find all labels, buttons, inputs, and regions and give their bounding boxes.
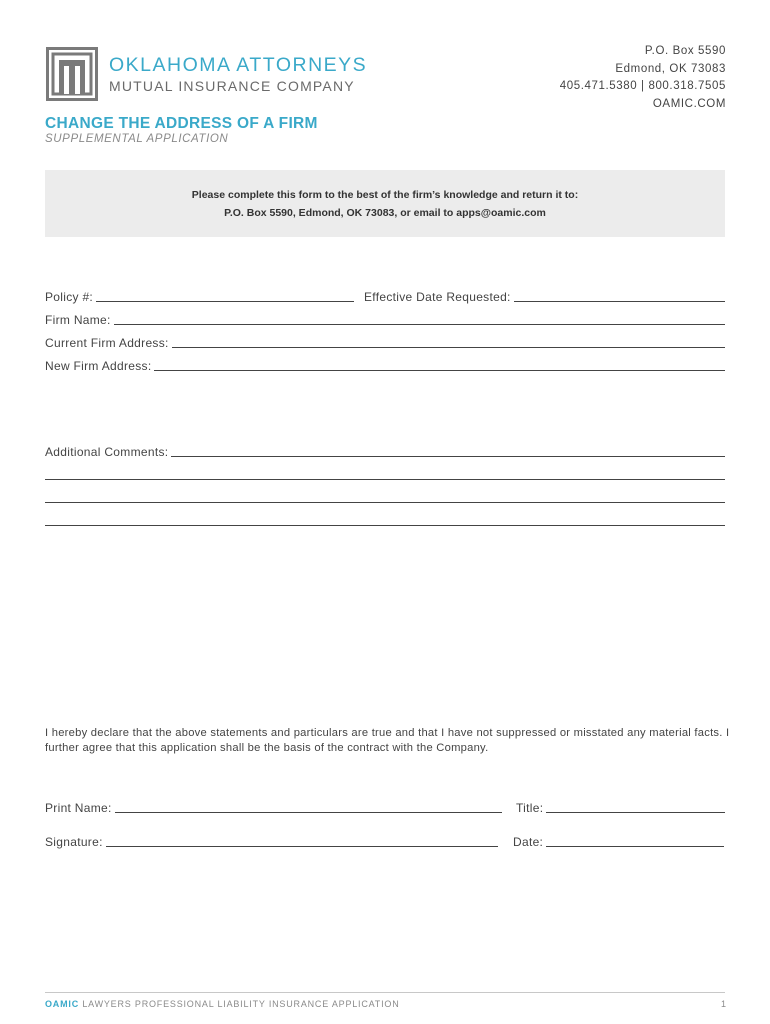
declaration-text: I hereby declare that the above statements and particulars are true and that I have not suppressed or misstated any material facts. I further agree that this application shall be the basis of the contract with the Company.	[45, 727, 730, 754]
print-name-label: Print Name:	[45, 801, 112, 815]
comments-line-3[interactable]	[45, 502, 725, 503]
firm-name-field[interactable]	[45, 311, 725, 327]
comments-line-1[interactable]	[171, 455, 725, 457]
footer-accent: OAMIC	[45, 999, 79, 1009]
signature-label: Signature:	[45, 835, 103, 849]
page-number: 1	[720, 999, 726, 1009]
title-label: Title:	[516, 801, 544, 815]
new-address-field[interactable]	[45, 357, 725, 373]
policy-number-line[interactable]	[96, 300, 354, 302]
contact-block	[560, 43, 726, 113]
footer-divider	[45, 992, 725, 993]
contact-phone: 405.471.5380 | 800.318.7505	[559, 80, 726, 92]
date-label: Date:	[513, 835, 544, 849]
policy-number-label: Policy #:	[45, 290, 94, 304]
print-name-field[interactable]	[45, 799, 502, 815]
form-subtitle: SUPPLEMENTAL APPLICATION	[45, 133, 229, 145]
effective-date-label: Effective Date Requested:	[364, 290, 511, 304]
signature-line[interactable]	[106, 845, 498, 847]
comments-line-4[interactable]	[45, 525, 725, 526]
form-title: CHANGE THE ADDRESS OF A FIRM	[45, 115, 318, 132]
oamic-logo-icon	[46, 47, 98, 101]
firm-name-label: Firm Name:	[45, 313, 111, 327]
comments-label: Additional Comments:	[45, 445, 169, 459]
current-address-field[interactable]	[45, 334, 725, 350]
comments-line-2[interactable]	[45, 479, 725, 480]
current-address-label: Current Firm Address:	[45, 336, 169, 350]
effective-date-field[interactable]	[364, 288, 725, 304]
contact-website: OAMIC.COM	[652, 97, 726, 110]
print-name-line[interactable]	[115, 811, 502, 813]
firm-name-line[interactable]	[114, 323, 725, 325]
footer-label: LAWYERS PROFESSIONAL LIABILITY INSURANCE APPLICATION	[82, 999, 400, 1009]
instructions-box	[45, 170, 725, 237]
contact-city: Edmond, OK 73083	[615, 62, 726, 75]
date-field[interactable]	[513, 833, 724, 849]
instructions-line-2: P.O. Box 5590, Edmond, OK 73083, or email to apps@oamic.com	[224, 207, 546, 219]
contact-po-box: P.O. Box 5590	[644, 45, 726, 57]
effective-date-line[interactable]	[514, 300, 725, 302]
instructions-line-1: Please complete this form to the best of the firm’s knowledge and return it to:	[191, 189, 579, 201]
comments-field[interactable]	[45, 443, 725, 459]
date-line[interactable]	[546, 845, 724, 847]
title-field[interactable]	[516, 799, 725, 815]
footer-text	[45, 999, 400, 1009]
new-address-line[interactable]	[154, 369, 725, 371]
policy-number-field[interactable]	[45, 288, 354, 304]
new-address-label: New Firm Address:	[45, 359, 152, 373]
current-address-line[interactable]	[172, 346, 725, 348]
brand-subname: MUTUAL INSURANCE COMPANY	[109, 78, 355, 94]
brand-name: OKLAHOMA ATTORNEYS	[109, 54, 368, 76]
title-line[interactable]	[546, 811, 725, 813]
signature-field[interactable]	[45, 833, 498, 849]
